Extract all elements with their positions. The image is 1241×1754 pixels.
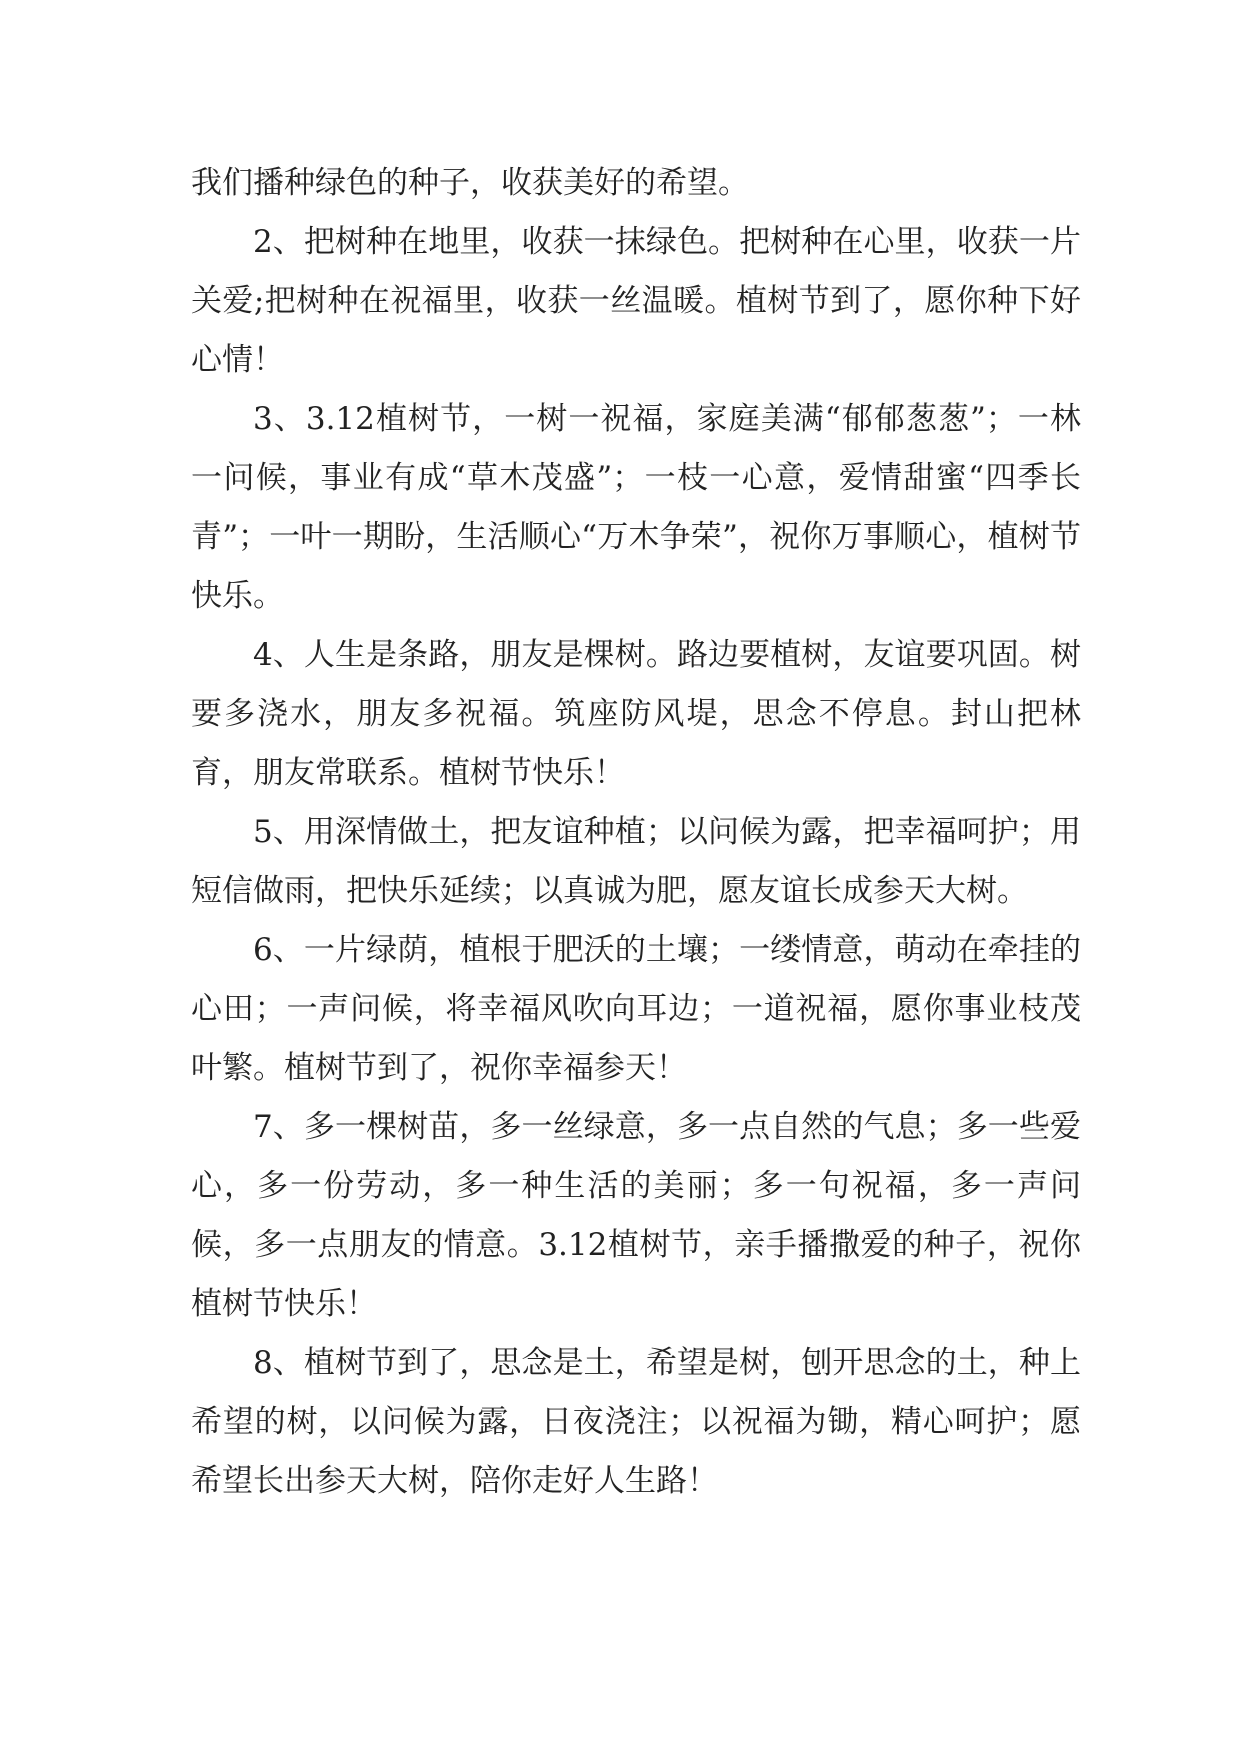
paragraph-item-6: 6、一片绿荫，植根于肥沃的土壤；一缕情意，萌动在牵挂的心田；一声问候，将幸福风吹向耳边；一道祝福，愿你事业枝茂叶繁。植树节到了，祝你幸福参天！: [191, 932, 1081, 1086]
paragraph-continuation: 我们播种绿色的种子，收获美好的希望。: [191, 165, 749, 201]
paragraph-item-4: 4、人生是条路，朋友是棵树。路边要植树，友谊要巩固。树要多浇水，朋友多祝福。筑座防风堤，思念不停息。封山把林育，朋友常联系。植树节快乐！: [191, 637, 1081, 791]
paragraph-item-3: 3、3.12植树节，一树一祝福，家庭美满“郁郁葱葱”；一林一问候，事业有成“草木茂盛”；一枝一心意，爱情甜蜜“四季长青”；一叶一期盼，生活顺心“万木争荣”，祝你万事顺心，植树节快乐。: [191, 401, 1081, 614]
paragraph-item-2: 2、把树种在地里，收获一抹绿色。把树种在心里，收获一片关爱;把树种在祝福里，收获一丝温暖。植树节到了，愿你种下好心情！: [191, 224, 1081, 378]
document-body: [191, 154, 1081, 1511]
paragraph-item-7: 7、多一棵树苗，多一丝绿意，多一点自然的气息；多一些爱心，多一份劳动，多一种生活的美丽；多一句祝福，多一声问候，多一点朋友的情意。3.12植树节，亲手播撒爱的种子，祝你植树节快乐！: [191, 1109, 1081, 1322]
paragraph-item-8: 8、植树节到了，思念是土，希望是树，刨开思念的土，种上希望的树，以问候为露，日夜浇注；以祝福为锄，精心呵护；愿希望长出参天大树，陪你走好人生路！: [191, 1345, 1081, 1499]
paragraph-item-5: 5、用深情做土，把友谊种植；以问候为露，把幸福呵护；用短信做雨，把快乐延续；以真诚为肥，愿友谊长成参天大树。: [191, 814, 1081, 909]
